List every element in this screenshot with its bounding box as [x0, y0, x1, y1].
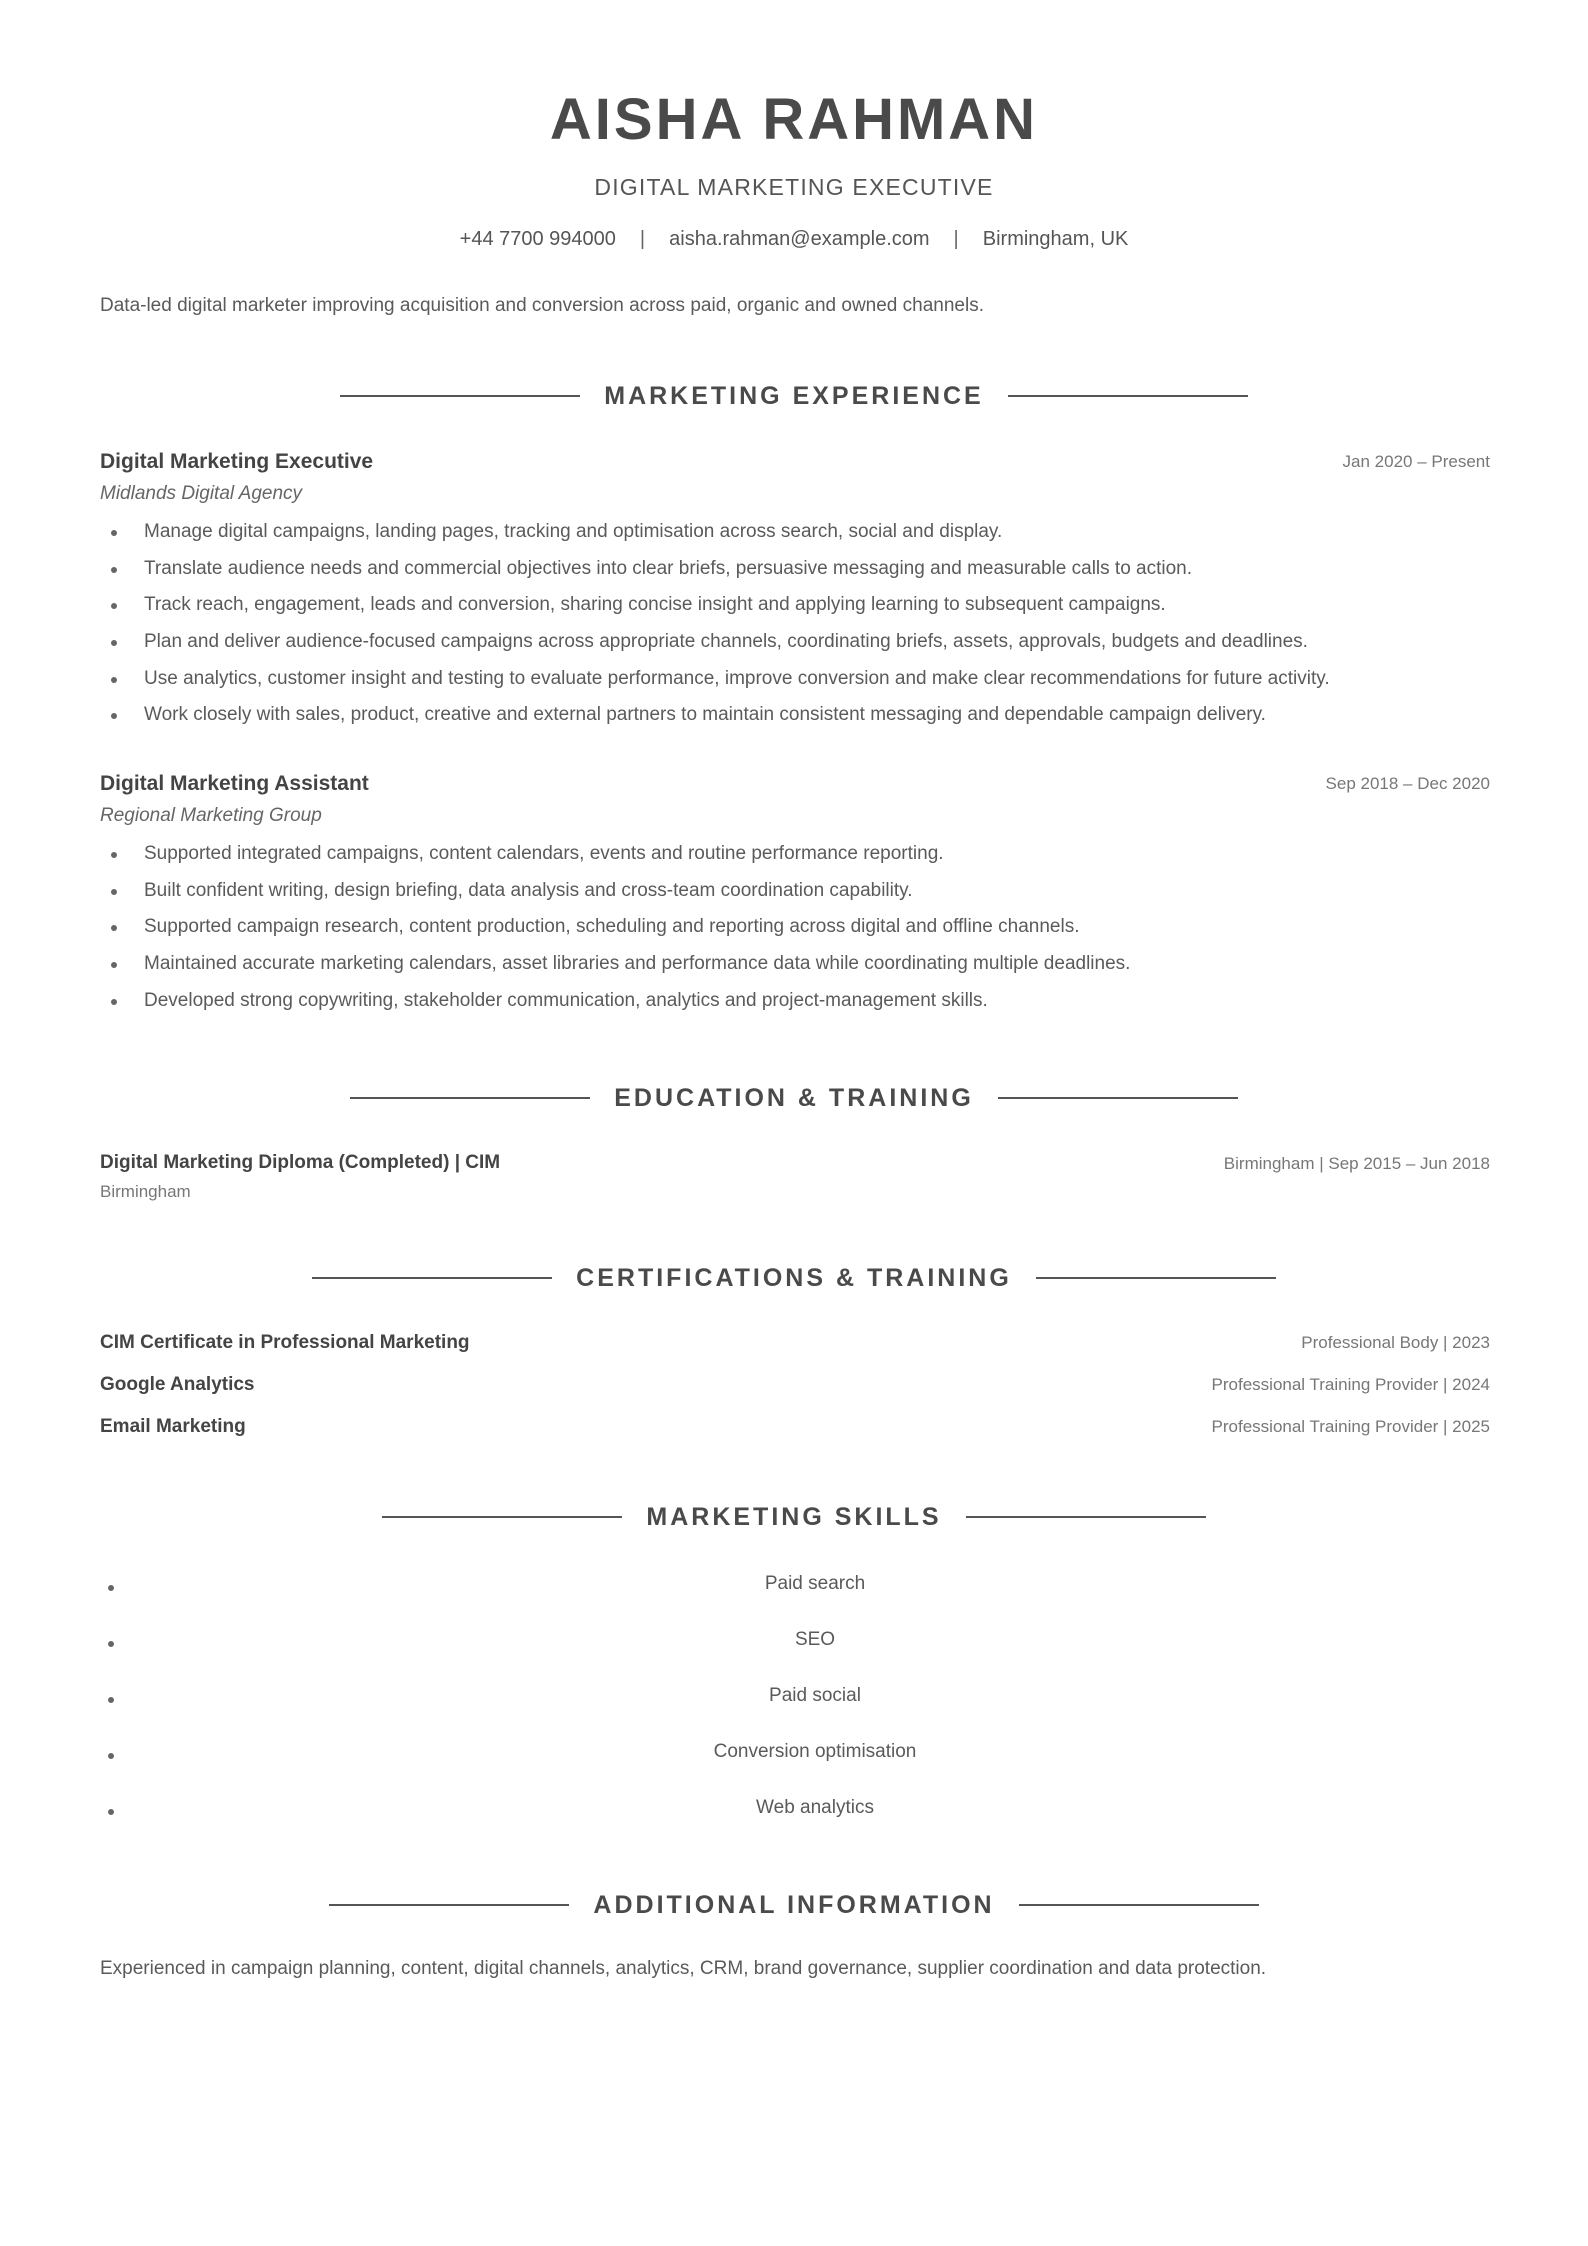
skill-item — [100, 1685, 1490, 1715]
education-entry — [100, 1152, 1490, 1202]
job-organisation: Regional Marketing Group — [100, 805, 322, 826]
job-bullet: Work closely with sales, product, creative and external partners to maintain consistent messaging and dependable campaign delivery. — [100, 697, 1490, 734]
heading-rule-left — [350, 1097, 590, 1099]
skill-item — [100, 1797, 1490, 1827]
candidate-headline: DIGITAL MARKETING EXECUTIVE — [594, 174, 994, 200]
job-bullet: Supported campaign research, content production, scheduling and reporting across digital and offline channels. — [100, 909, 1490, 946]
job-title: Digital Marketing Assistant — [100, 772, 369, 795]
heading-rule-left — [312, 1277, 552, 1279]
location: Birmingham, UK — [982, 228, 1129, 250]
job-bullet: Plan and deliver audience-focused campaigns across appropriate channels, coordinating briefs, assets, approvals, budgets and deadlines. — [100, 624, 1490, 661]
education-location: Birmingham — [100, 1182, 191, 1201]
skill-label: Paid search — [764, 1573, 866, 1594]
contact-separator: | — [953, 228, 959, 250]
job-entry — [100, 772, 1490, 1019]
job-bullet: Maintained accurate marketing calendars, asset libraries and performance data while coordinating multiple deadlines. — [100, 946, 1490, 983]
certification-entry — [100, 1416, 1490, 1442]
education-meta: Birmingham | Sep 2015 – Jun 2018 — [1223, 1154, 1490, 1173]
job-bullet: Translate audience needs and commercial objectives into clear briefs, persuasive messaging and measurable calls to action. — [100, 551, 1490, 588]
section-heading-education — [0, 1083, 1588, 1113]
job-bullet: Manage digital campaigns, landing pages, tracking and optimisation across search, social and display. — [100, 514, 1490, 551]
additional-information: Experienced in campaign planning, content, digital channels, analytics, CRM, brand governance, supplier coordination and data protection. — [100, 1958, 1267, 1979]
certification-meta: Professional Body | 2023 — [1301, 1333, 1490, 1352]
skill-item — [100, 1741, 1490, 1771]
skill-label: Paid social — [769, 1685, 861, 1706]
heading-rule-right — [1019, 1904, 1259, 1906]
candidate-name: AISHA RAHMAN — [549, 87, 1039, 152]
section-title: MARKETING EXPERIENCE — [604, 381, 984, 410]
job-title: Digital Marketing Executive — [100, 450, 374, 473]
certification-entry — [100, 1374, 1490, 1400]
heading-rule-right — [1036, 1277, 1276, 1279]
heading-rule-left — [329, 1904, 569, 1906]
heading-rule-right — [966, 1516, 1206, 1518]
section-heading-additional — [0, 1890, 1588, 1920]
email-address: aisha.rahman@example.com — [669, 228, 930, 250]
job-dates: Sep 2018 – Dec 2020 — [1325, 774, 1490, 793]
section-title: ADDITIONAL INFORMATION — [593, 1890, 995, 1919]
section-title: CERTIFICATIONS & TRAINING — [576, 1263, 1012, 1292]
job-bullets — [100, 836, 1490, 1019]
certification-name: Email Marketing — [100, 1416, 246, 1437]
skill-label: SEO — [794, 1629, 836, 1650]
section-heading-experience — [0, 381, 1588, 411]
job-bullet: Built confident writing, design briefing, data analysis and cross-team coordination capability. — [100, 873, 1490, 910]
job-bullet: Use analytics, customer insight and testing to evaluate performance, improve conversion and make clear recommendations for future activity. — [100, 661, 1490, 698]
heading-rule-left — [382, 1516, 622, 1518]
section-title: EDUCATION & TRAINING — [614, 1083, 974, 1112]
job-bullets — [100, 514, 1490, 734]
profile-summary: Data-led digital marketer improving acquisition and conversion across paid, organic and owned channels. — [100, 295, 984, 316]
certification-meta: Professional Training Provider | 2024 — [1211, 1375, 1490, 1394]
section-title: MARKETING SKILLS — [646, 1502, 942, 1531]
heading-rule-right — [998, 1097, 1238, 1099]
skill-label: Web analytics — [756, 1797, 874, 1818]
certification-name: CIM Certificate in Professional Marketing — [100, 1332, 470, 1353]
contact-separator: | — [639, 228, 646, 250]
skill-item — [100, 1629, 1490, 1659]
skill-label: Conversion optimisation — [713, 1741, 917, 1762]
job-organisation: Midlands Digital Agency — [100, 483, 303, 504]
education-title: Digital Marketing Diploma (Completed) | CIM — [100, 1152, 501, 1173]
skill-item — [100, 1573, 1490, 1603]
certification-name: Google Analytics — [100, 1374, 255, 1395]
contact-line — [0, 228, 1588, 251]
job-bullet: Supported integrated campaigns, content calendars, events and routine performance reporting. — [100, 836, 1490, 873]
job-bullet: Track reach, engagement, leads and conversion, sharing concise insight and applying learning to subsequent campaigns. — [100, 587, 1490, 624]
section-heading-skills — [0, 1502, 1588, 1532]
heading-rule-right — [1008, 395, 1248, 397]
phone-number: +44 7700 994000 — [459, 228, 616, 250]
heading-rule-left — [340, 395, 580, 397]
job-dates: Jan 2020 – Present — [1342, 452, 1490, 471]
certification-entry — [100, 1332, 1490, 1358]
certification-meta: Professional Training Provider | 2025 — [1211, 1417, 1490, 1436]
job-entry — [100, 450, 1490, 734]
job-bullet: Developed strong copywriting, stakeholder communication, analytics and project-management skills. — [100, 983, 1490, 1020]
section-heading-certifications — [0, 1263, 1588, 1293]
